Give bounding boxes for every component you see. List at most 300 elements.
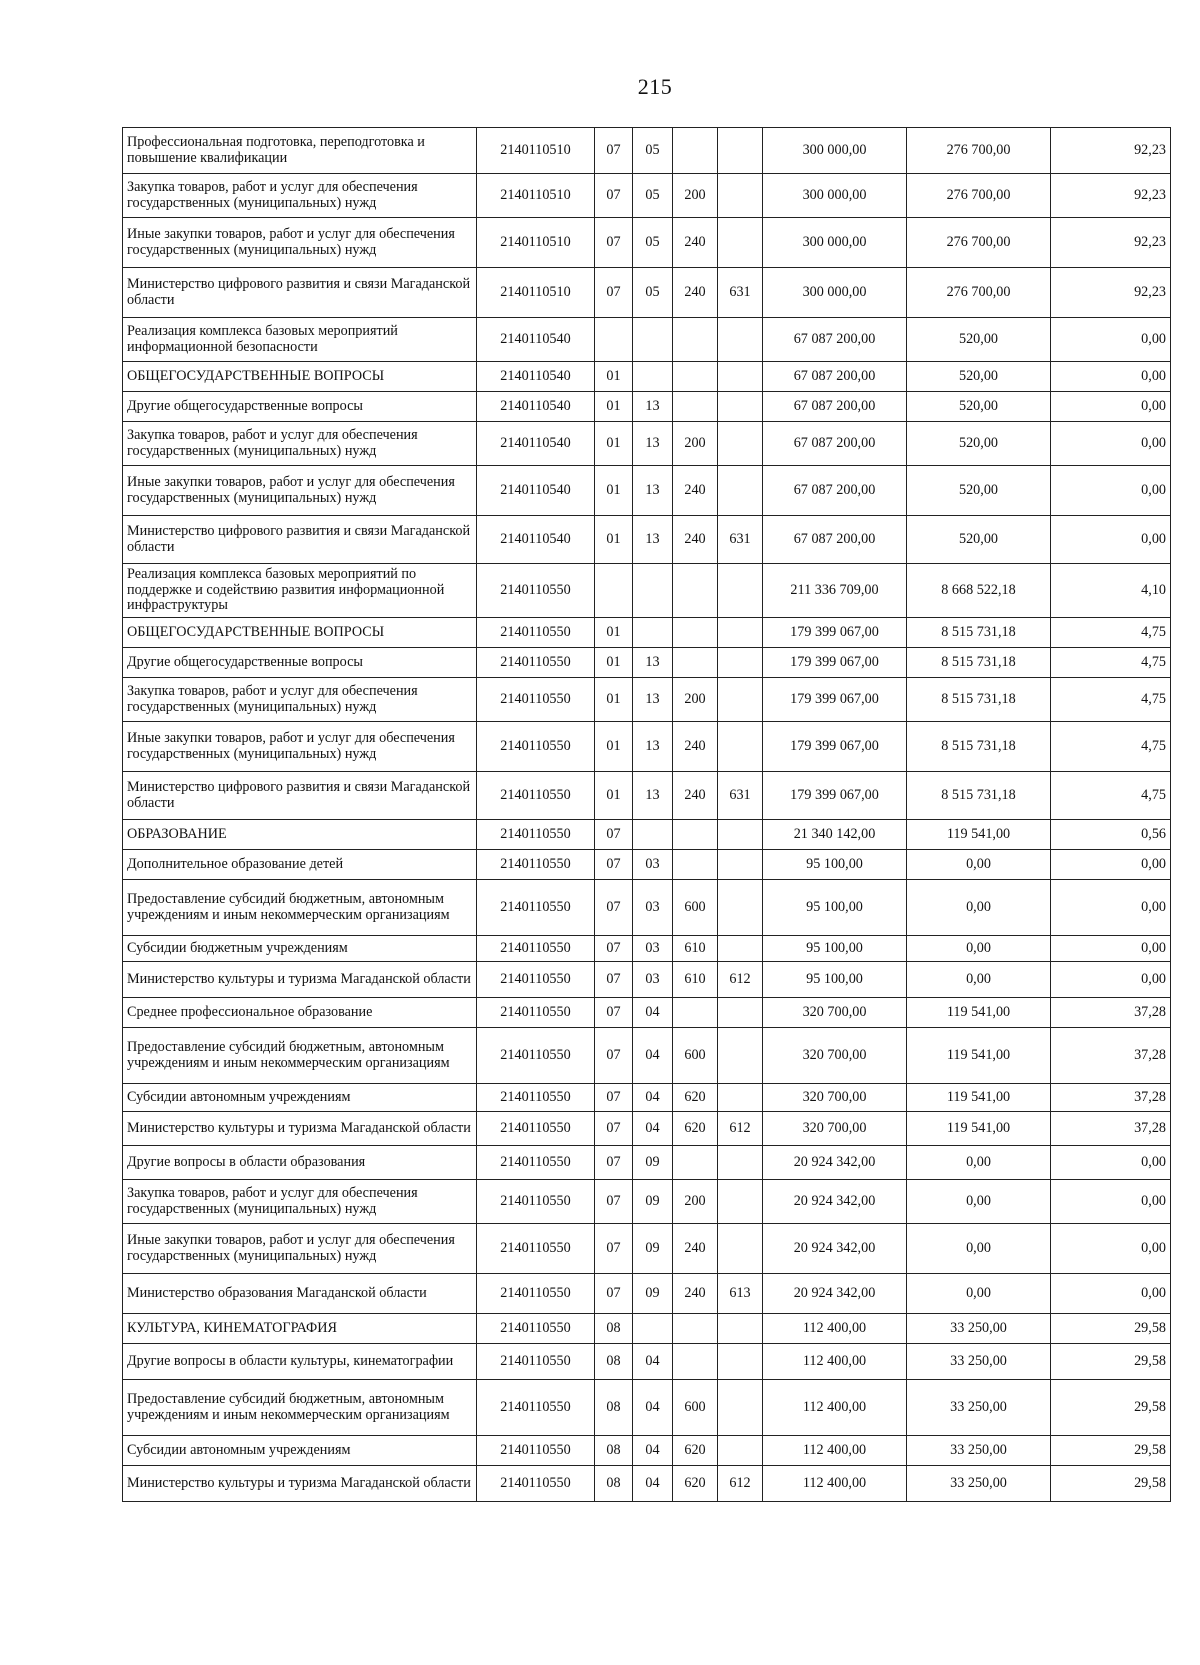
cell-subsection: 13 xyxy=(633,422,673,466)
table-row xyxy=(123,516,1171,564)
cell-name: Иные закупки товаров, работ и услуг для обеспечения государственных (муниципальных) нужд xyxy=(123,218,477,268)
cell-expense-type: 620 xyxy=(673,1436,718,1466)
cell-expense-type: 600 xyxy=(673,880,718,936)
cell-fact-amount: 520,00 xyxy=(907,466,1051,516)
cell-subsection: 05 xyxy=(633,128,673,174)
cell-percent: 4,75 xyxy=(1051,678,1171,722)
table-row xyxy=(123,218,1171,268)
table-row xyxy=(123,722,1171,772)
cell-plan-amount: 20 924 342,00 xyxy=(763,1180,907,1224)
cell-expense-type: 240 xyxy=(673,218,718,268)
cell-ministry-code xyxy=(718,618,763,648)
cell-ministry-code xyxy=(718,1084,763,1112)
cell-fact-amount: 276 700,00 xyxy=(907,268,1051,318)
cell-name: КУЛЬТУРА, КИНЕМАТОГРАФИЯ xyxy=(123,1314,477,1344)
cell-subsection: 13 xyxy=(633,648,673,678)
cell-ministry-code xyxy=(718,1224,763,1274)
cell-percent: 0,00 xyxy=(1051,422,1171,466)
cell-fact-amount: 8 515 731,18 xyxy=(907,618,1051,648)
cell-fact-amount: 119 541,00 xyxy=(907,1084,1051,1112)
cell-fact-amount: 119 541,00 xyxy=(907,1028,1051,1084)
cell-target-code: 2140110540 xyxy=(477,466,595,516)
cell-percent: 0,00 xyxy=(1051,962,1171,998)
table-row xyxy=(123,998,1171,1028)
cell-percent: 0,00 xyxy=(1051,362,1171,392)
cell-plan-amount: 211 336 709,00 xyxy=(763,564,907,618)
cell-section: 07 xyxy=(595,1274,633,1314)
cell-subsection: 04 xyxy=(633,1466,673,1502)
cell-subsection xyxy=(633,820,673,850)
cell-expense-type: 240 xyxy=(673,466,718,516)
cell-percent: 4,75 xyxy=(1051,772,1171,820)
cell-section: 07 xyxy=(595,850,633,880)
cell-name: Министерство цифрового развития и связи Магаданской области xyxy=(123,516,477,564)
cell-fact-amount: 33 250,00 xyxy=(907,1344,1051,1380)
cell-target-code: 2140110540 xyxy=(477,318,595,362)
cell-plan-amount: 179 399 067,00 xyxy=(763,772,907,820)
table-row xyxy=(123,1466,1171,1502)
cell-ministry-code xyxy=(718,128,763,174)
cell-fact-amount: 276 700,00 xyxy=(907,128,1051,174)
cell-percent: 0,00 xyxy=(1051,1224,1171,1274)
table-row xyxy=(123,392,1171,422)
cell-section: 07 xyxy=(595,218,633,268)
cell-expense-type: 240 xyxy=(673,1224,718,1274)
table-row xyxy=(123,1274,1171,1314)
cell-name: Предоставление субсидий бюджетным, автономным учреждениям и иным некоммерческим организациям xyxy=(123,1380,477,1436)
cell-percent: 0,00 xyxy=(1051,936,1171,962)
cell-percent: 0,00 xyxy=(1051,1274,1171,1314)
cell-expense-type xyxy=(673,564,718,618)
cell-percent: 4,75 xyxy=(1051,648,1171,678)
cell-ministry-code xyxy=(718,422,763,466)
cell-subsection: 04 xyxy=(633,1028,673,1084)
cell-name: ОБЩЕГОСУДАРСТВЕННЫЕ ВОПРОСЫ xyxy=(123,362,477,392)
cell-plan-amount: 95 100,00 xyxy=(763,880,907,936)
cell-section: 01 xyxy=(595,722,633,772)
cell-plan-amount: 112 400,00 xyxy=(763,1466,907,1502)
cell-subsection: 04 xyxy=(633,1084,673,1112)
cell-ministry-code xyxy=(718,466,763,516)
cell-fact-amount: 0,00 xyxy=(907,936,1051,962)
cell-subsection xyxy=(633,1314,673,1344)
cell-plan-amount: 67 087 200,00 xyxy=(763,516,907,564)
cell-plan-amount: 112 400,00 xyxy=(763,1380,907,1436)
cell-name: Закупка товаров, работ и услуг для обеспечения государственных (муниципальных) нужд xyxy=(123,678,477,722)
cell-percent: 29,58 xyxy=(1051,1466,1171,1502)
cell-section: 07 xyxy=(595,174,633,218)
cell-section: 01 xyxy=(595,362,633,392)
cell-ministry-code xyxy=(718,1314,763,1344)
cell-fact-amount: 119 541,00 xyxy=(907,1112,1051,1146)
cell-section: 01 xyxy=(595,516,633,564)
cell-ministry-code: 612 xyxy=(718,962,763,998)
cell-percent: 0,56 xyxy=(1051,820,1171,850)
cell-target-code: 2140110550 xyxy=(477,998,595,1028)
cell-name: Министерство цифрового развития и связи Магаданской области xyxy=(123,268,477,318)
cell-plan-amount: 67 087 200,00 xyxy=(763,392,907,422)
cell-name: Профессиональная подготовка, переподготовка и повышение квалификации xyxy=(123,128,477,174)
cell-expense-type: 240 xyxy=(673,772,718,820)
cell-target-code: 2140110550 xyxy=(477,772,595,820)
cell-expense-type xyxy=(673,648,718,678)
cell-section: 01 xyxy=(595,648,633,678)
cell-expense-type: 200 xyxy=(673,174,718,218)
cell-section: 01 xyxy=(595,678,633,722)
cell-subsection: 13 xyxy=(633,516,673,564)
cell-fact-amount: 8 515 731,18 xyxy=(907,678,1051,722)
cell-percent: 37,28 xyxy=(1051,1028,1171,1084)
cell-section: 07 xyxy=(595,1112,633,1146)
cell-ministry-code: 612 xyxy=(718,1112,763,1146)
cell-fact-amount: 0,00 xyxy=(907,962,1051,998)
cell-name: Министерство культуры и туризма Магаданской области xyxy=(123,1112,477,1146)
cell-plan-amount: 21 340 142,00 xyxy=(763,820,907,850)
cell-target-code: 2140110550 xyxy=(477,850,595,880)
cell-section: 07 xyxy=(595,268,633,318)
cell-subsection xyxy=(633,318,673,362)
cell-target-code: 2140110550 xyxy=(477,1084,595,1112)
cell-target-code: 2140110550 xyxy=(477,1028,595,1084)
table-row xyxy=(123,422,1171,466)
cell-target-code: 2140110550 xyxy=(477,880,595,936)
cell-fact-amount: 33 250,00 xyxy=(907,1466,1051,1502)
cell-expense-type: 620 xyxy=(673,1112,718,1146)
cell-name: Другие общегосударственные вопросы xyxy=(123,392,477,422)
table-row xyxy=(123,564,1171,618)
cell-subsection: 03 xyxy=(633,880,673,936)
cell-section: 08 xyxy=(595,1344,633,1380)
cell-plan-amount: 20 924 342,00 xyxy=(763,1146,907,1180)
cell-subsection xyxy=(633,618,673,648)
cell-name: Министерство культуры и туризма Магаданской области xyxy=(123,962,477,998)
cell-section: 07 xyxy=(595,128,633,174)
cell-subsection: 09 xyxy=(633,1224,673,1274)
cell-percent: 29,58 xyxy=(1051,1380,1171,1436)
cell-percent: 92,23 xyxy=(1051,128,1171,174)
cell-percent: 4,75 xyxy=(1051,618,1171,648)
cell-name: Министерство культуры и туризма Магаданской области xyxy=(123,1466,477,1502)
cell-ministry-code: 631 xyxy=(718,268,763,318)
cell-section: 07 xyxy=(595,1084,633,1112)
cell-target-code: 2140110550 xyxy=(477,936,595,962)
cell-percent: 4,10 xyxy=(1051,564,1171,618)
cell-expense-type: 240 xyxy=(673,268,718,318)
cell-plan-amount: 112 400,00 xyxy=(763,1436,907,1466)
cell-fact-amount: 0,00 xyxy=(907,880,1051,936)
cell-subsection: 04 xyxy=(633,1344,673,1380)
cell-ministry-code xyxy=(718,174,763,218)
cell-section: 08 xyxy=(595,1436,633,1466)
cell-ministry-code xyxy=(718,318,763,362)
cell-subsection xyxy=(633,362,673,392)
cell-plan-amount: 95 100,00 xyxy=(763,936,907,962)
cell-percent: 0,00 xyxy=(1051,1146,1171,1180)
cell-plan-amount: 179 399 067,00 xyxy=(763,722,907,772)
cell-ministry-code xyxy=(718,678,763,722)
cell-name: Реализация комплекса базовых мероприятий по поддержке и содействию развития информационной инфраструктуры xyxy=(123,564,477,618)
cell-section: 01 xyxy=(595,466,633,516)
cell-ministry-code xyxy=(718,564,763,618)
cell-subsection: 05 xyxy=(633,268,673,318)
cell-section: 07 xyxy=(595,1180,633,1224)
cell-percent: 0,00 xyxy=(1051,850,1171,880)
cell-plan-amount: 300 000,00 xyxy=(763,174,907,218)
cell-name: Реализация комплекса базовых мероприятий информационной безопасности xyxy=(123,318,477,362)
cell-plan-amount: 320 700,00 xyxy=(763,1084,907,1112)
cell-target-code: 2140110550 xyxy=(477,1112,595,1146)
cell-subsection: 04 xyxy=(633,1380,673,1436)
cell-expense-type: 200 xyxy=(673,422,718,466)
cell-percent: 92,23 xyxy=(1051,218,1171,268)
cell-fact-amount: 0,00 xyxy=(907,1146,1051,1180)
cell-subsection: 09 xyxy=(633,1180,673,1224)
cell-ministry-code: 612 xyxy=(718,1466,763,1502)
table-row xyxy=(123,362,1171,392)
budget-table xyxy=(122,127,1171,1502)
cell-plan-amount: 112 400,00 xyxy=(763,1314,907,1344)
cell-plan-amount: 67 087 200,00 xyxy=(763,422,907,466)
cell-target-code: 2140110510 xyxy=(477,128,595,174)
cell-percent: 37,28 xyxy=(1051,1084,1171,1112)
cell-name: Закупка товаров, работ и услуг для обеспечения государственных (муниципальных) нужд xyxy=(123,422,477,466)
cell-section: 07 xyxy=(595,880,633,936)
cell-fact-amount: 276 700,00 xyxy=(907,218,1051,268)
cell-name: Предоставление субсидий бюджетным, автономным учреждениям и иным некоммерческим организациям xyxy=(123,1028,477,1084)
cell-ministry-code xyxy=(718,880,763,936)
cell-percent: 29,58 xyxy=(1051,1314,1171,1344)
cell-ministry-code xyxy=(718,1028,763,1084)
cell-target-code: 2140110550 xyxy=(477,1146,595,1180)
cell-ministry-code xyxy=(718,1380,763,1436)
cell-expense-type: 200 xyxy=(673,1180,718,1224)
cell-name: Субсидии автономным учреждениям xyxy=(123,1084,477,1112)
cell-fact-amount: 276 700,00 xyxy=(907,174,1051,218)
table-row xyxy=(123,1084,1171,1112)
table-row xyxy=(123,618,1171,648)
cell-fact-amount: 33 250,00 xyxy=(907,1314,1051,1344)
cell-ministry-code xyxy=(718,392,763,422)
cell-name: Иные закупки товаров, работ и услуг для обеспечения государственных (муниципальных) нужд xyxy=(123,466,477,516)
cell-name: Среднее профессиональное образование xyxy=(123,998,477,1028)
cell-expense-type xyxy=(673,998,718,1028)
cell-expense-type xyxy=(673,392,718,422)
cell-plan-amount: 300 000,00 xyxy=(763,268,907,318)
cell-name: Министерство образования Магаданской области xyxy=(123,1274,477,1314)
cell-ministry-code xyxy=(718,1344,763,1380)
cell-fact-amount: 0,00 xyxy=(907,850,1051,880)
cell-subsection: 04 xyxy=(633,1112,673,1146)
cell-target-code: 2140110540 xyxy=(477,516,595,564)
cell-section: 07 xyxy=(595,998,633,1028)
cell-subsection: 05 xyxy=(633,218,673,268)
cell-subsection: 13 xyxy=(633,772,673,820)
table-row xyxy=(123,1146,1171,1180)
cell-subsection: 05 xyxy=(633,174,673,218)
cell-target-code: 2140110550 xyxy=(477,1344,595,1380)
cell-expense-type xyxy=(673,618,718,648)
table-row xyxy=(123,962,1171,998)
table-row xyxy=(123,936,1171,962)
cell-percent: 37,28 xyxy=(1051,1112,1171,1146)
cell-plan-amount: 20 924 342,00 xyxy=(763,1224,907,1274)
cell-expense-type: 610 xyxy=(673,962,718,998)
cell-expense-type: 620 xyxy=(673,1084,718,1112)
cell-subsection: 03 xyxy=(633,962,673,998)
cell-section: 07 xyxy=(595,936,633,962)
cell-percent: 0,00 xyxy=(1051,318,1171,362)
cell-expense-type: 620 xyxy=(673,1466,718,1502)
cell-plan-amount: 67 087 200,00 xyxy=(763,466,907,516)
cell-expense-type xyxy=(673,362,718,392)
cell-section: 07 xyxy=(595,1146,633,1180)
cell-fact-amount: 8 515 731,18 xyxy=(907,648,1051,678)
cell-fact-amount: 0,00 xyxy=(907,1180,1051,1224)
cell-percent: 4,75 xyxy=(1051,722,1171,772)
cell-ministry-code: 613 xyxy=(718,1274,763,1314)
cell-ministry-code xyxy=(718,1436,763,1466)
cell-section: 07 xyxy=(595,820,633,850)
cell-name: Другие вопросы в области культуры, кинематографии xyxy=(123,1344,477,1380)
table-row xyxy=(123,268,1171,318)
cell-plan-amount: 95 100,00 xyxy=(763,962,907,998)
cell-expense-type: 200 xyxy=(673,678,718,722)
cell-target-code: 2140110510 xyxy=(477,268,595,318)
table-row xyxy=(123,880,1171,936)
cell-expense-type xyxy=(673,1146,718,1180)
cell-fact-amount: 33 250,00 xyxy=(907,1436,1051,1466)
cell-fact-amount: 8 515 731,18 xyxy=(907,722,1051,772)
cell-fact-amount: 520,00 xyxy=(907,318,1051,362)
cell-section: 01 xyxy=(595,392,633,422)
cell-ministry-code xyxy=(718,998,763,1028)
cell-section: 07 xyxy=(595,1224,633,1274)
cell-ministry-code xyxy=(718,936,763,962)
table-row xyxy=(123,1314,1171,1344)
cell-target-code: 2140110550 xyxy=(477,1466,595,1502)
cell-name: Другие общегосударственные вопросы xyxy=(123,648,477,678)
table-row xyxy=(123,678,1171,722)
cell-name: Иные закупки товаров, работ и услуг для обеспечения государственных (муниципальных) нужд xyxy=(123,722,477,772)
table-row xyxy=(123,128,1171,174)
cell-section xyxy=(595,564,633,618)
cell-plan-amount: 95 100,00 xyxy=(763,850,907,880)
cell-percent: 29,58 xyxy=(1051,1436,1171,1466)
cell-name: Другие вопросы в области образования xyxy=(123,1146,477,1180)
cell-percent: 37,28 xyxy=(1051,998,1171,1028)
table-row xyxy=(123,648,1171,678)
table-row xyxy=(123,850,1171,880)
cell-section xyxy=(595,318,633,362)
cell-ministry-code xyxy=(718,648,763,678)
cell-target-code: 2140110550 xyxy=(477,618,595,648)
cell-target-code: 2140110550 xyxy=(477,648,595,678)
table-row xyxy=(123,318,1171,362)
cell-expense-type xyxy=(673,1314,718,1344)
cell-name: Субсидии автономным учреждениям xyxy=(123,1436,477,1466)
cell-plan-amount: 320 700,00 xyxy=(763,998,907,1028)
cell-subsection xyxy=(633,564,673,618)
cell-section: 01 xyxy=(595,422,633,466)
cell-section: 08 xyxy=(595,1314,633,1344)
cell-subsection: 03 xyxy=(633,850,673,880)
cell-target-code: 2140110550 xyxy=(477,1274,595,1314)
cell-name: Дополнительное образование детей xyxy=(123,850,477,880)
table-row xyxy=(123,820,1171,850)
table-body xyxy=(123,128,1171,1502)
cell-ministry-code xyxy=(718,1180,763,1224)
cell-name: Закупка товаров, работ и услуг для обеспечения государственных (муниципальных) нужд xyxy=(123,1180,477,1224)
cell-target-code: 2140110550 xyxy=(477,678,595,722)
cell-plan-amount: 179 399 067,00 xyxy=(763,648,907,678)
cell-ministry-code xyxy=(718,820,763,850)
cell-plan-amount: 300 000,00 xyxy=(763,128,907,174)
cell-subsection: 13 xyxy=(633,722,673,772)
cell-name: ОБЩЕГОСУДАРСТВЕННЫЕ ВОПРОСЫ xyxy=(123,618,477,648)
cell-percent: 0,00 xyxy=(1051,466,1171,516)
cell-target-code: 2140110550 xyxy=(477,962,595,998)
cell-percent: 0,00 xyxy=(1051,880,1171,936)
cell-expense-type: 600 xyxy=(673,1028,718,1084)
table-row xyxy=(123,174,1171,218)
cell-fact-amount: 520,00 xyxy=(907,516,1051,564)
cell-plan-amount: 320 700,00 xyxy=(763,1112,907,1146)
cell-fact-amount: 33 250,00 xyxy=(907,1380,1051,1436)
cell-expense-type: 240 xyxy=(673,1274,718,1314)
cell-target-code: 2140110550 xyxy=(477,1224,595,1274)
cell-fact-amount: 119 541,00 xyxy=(907,998,1051,1028)
cell-ministry-code: 631 xyxy=(718,516,763,564)
cell-subsection: 04 xyxy=(633,998,673,1028)
table-row xyxy=(123,1344,1171,1380)
cell-name: Субсидии бюджетным учреждениям xyxy=(123,936,477,962)
cell-fact-amount: 8 515 731,18 xyxy=(907,772,1051,820)
table-row xyxy=(123,1112,1171,1146)
page-number: 215 xyxy=(637,74,673,99)
cell-subsection: 04 xyxy=(633,1436,673,1466)
cell-subsection: 13 xyxy=(633,466,673,516)
cell-percent: 0,00 xyxy=(1051,1180,1171,1224)
cell-target-code: 2140110550 xyxy=(477,1314,595,1344)
cell-ministry-code xyxy=(718,362,763,392)
cell-plan-amount: 320 700,00 xyxy=(763,1028,907,1084)
cell-section: 07 xyxy=(595,962,633,998)
cell-section: 01 xyxy=(595,618,633,648)
cell-fact-amount: 0,00 xyxy=(907,1224,1051,1274)
cell-expense-type: 240 xyxy=(673,516,718,564)
table-row xyxy=(123,1224,1171,1274)
cell-target-code: 2140110540 xyxy=(477,422,595,466)
cell-ministry-code xyxy=(718,218,763,268)
cell-fact-amount: 520,00 xyxy=(907,362,1051,392)
cell-fact-amount: 0,00 xyxy=(907,1274,1051,1314)
cell-plan-amount: 67 087 200,00 xyxy=(763,318,907,362)
cell-ministry-code xyxy=(718,1146,763,1180)
cell-subsection: 03 xyxy=(633,936,673,962)
cell-fact-amount: 8 668 522,18 xyxy=(907,564,1051,618)
cell-subsection: 13 xyxy=(633,392,673,422)
cell-subsection: 13 xyxy=(633,678,673,722)
cell-target-code: 2140110550 xyxy=(477,1436,595,1466)
cell-section: 01 xyxy=(595,772,633,820)
cell-plan-amount: 300 000,00 xyxy=(763,218,907,268)
cell-target-code: 2140110550 xyxy=(477,1180,595,1224)
table-row xyxy=(123,1028,1171,1084)
table-row xyxy=(123,466,1171,516)
cell-ministry-code xyxy=(718,850,763,880)
cell-percent: 0,00 xyxy=(1051,516,1171,564)
cell-plan-amount: 179 399 067,00 xyxy=(763,678,907,722)
